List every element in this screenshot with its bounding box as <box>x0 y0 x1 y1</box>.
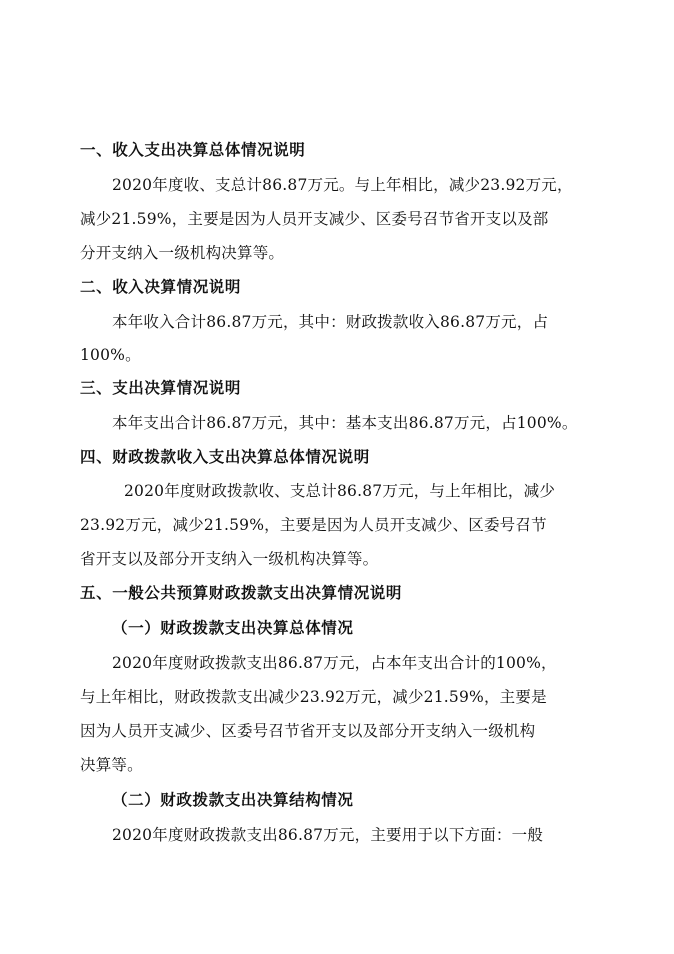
section-4-heading: 四、财政拨款收入支出决算总体情况说明 <box>80 448 370 466</box>
section-5-sub-1-line-2: 与上年相比，财政拨款支出减少23.92万元，减少21.59%，主要是 <box>80 688 547 706</box>
section-5-sub-1-heading: （一）财政拨款支出决算总体情况 <box>112 619 354 637</box>
section-3-line-1: 本年支出合计86.87万元，其中：基本支出86.87万元，占100%。 <box>112 414 578 432</box>
section-4-line-2: 23.92万元，减少21.59%，主要是因为人员开支减少、区委号召节 <box>80 516 547 534</box>
section-5-sub-1-line-4: 决算等。 <box>80 756 143 774</box>
section-2-line-2: 100%。 <box>80 346 141 364</box>
section-1-line-3: 分开支纳入一级机构决算等。 <box>80 244 285 262</box>
section-5-sub-2-heading: （二）财政拨款支出决算结构情况 <box>112 791 354 809</box>
section-5-sub-2-line-1: 2020年度财政拨款支出86.87万元，主要用于以下方面：一般 <box>112 826 544 844</box>
section-2-line-1: 本年收入合计86.87万元，其中：财政拨款收入86.87万元，占 <box>112 313 549 331</box>
section-5-sub-1-line-1: 2020年度财政拨款支出86.87万元，占本年支出合计的100%， <box>112 654 557 672</box>
section-2-heading: 二、收入决算情况说明 <box>80 278 242 296</box>
section-1-line-1: 2020年度收、支总计86.87万元。与上年相比，减少23.92万元， <box>112 176 573 194</box>
section-4-line-3: 省开支以及部分开支纳入一级机构决算等。 <box>80 550 379 568</box>
section-5-heading: 五、一般公共预算财政拨款支出决算情况说明 <box>80 584 403 602</box>
section-1-line-2: 减少21.59%，主要是因为人员开支减少、区委号召节省开支以及部 <box>80 210 549 228</box>
section-3-heading: 三、支出决算情况说明 <box>80 379 242 397</box>
section-4-line-1: 2020年度财政拨款收、支总计86.87万元，与上年相比，减少 <box>124 482 556 500</box>
section-5-sub-1-line-3: 因为人员开支减少、区委号召节省开支以及部分开支纳入一级机构 <box>80 722 536 740</box>
section-1-heading: 一、收入支出决算总体情况说明 <box>80 141 306 159</box>
